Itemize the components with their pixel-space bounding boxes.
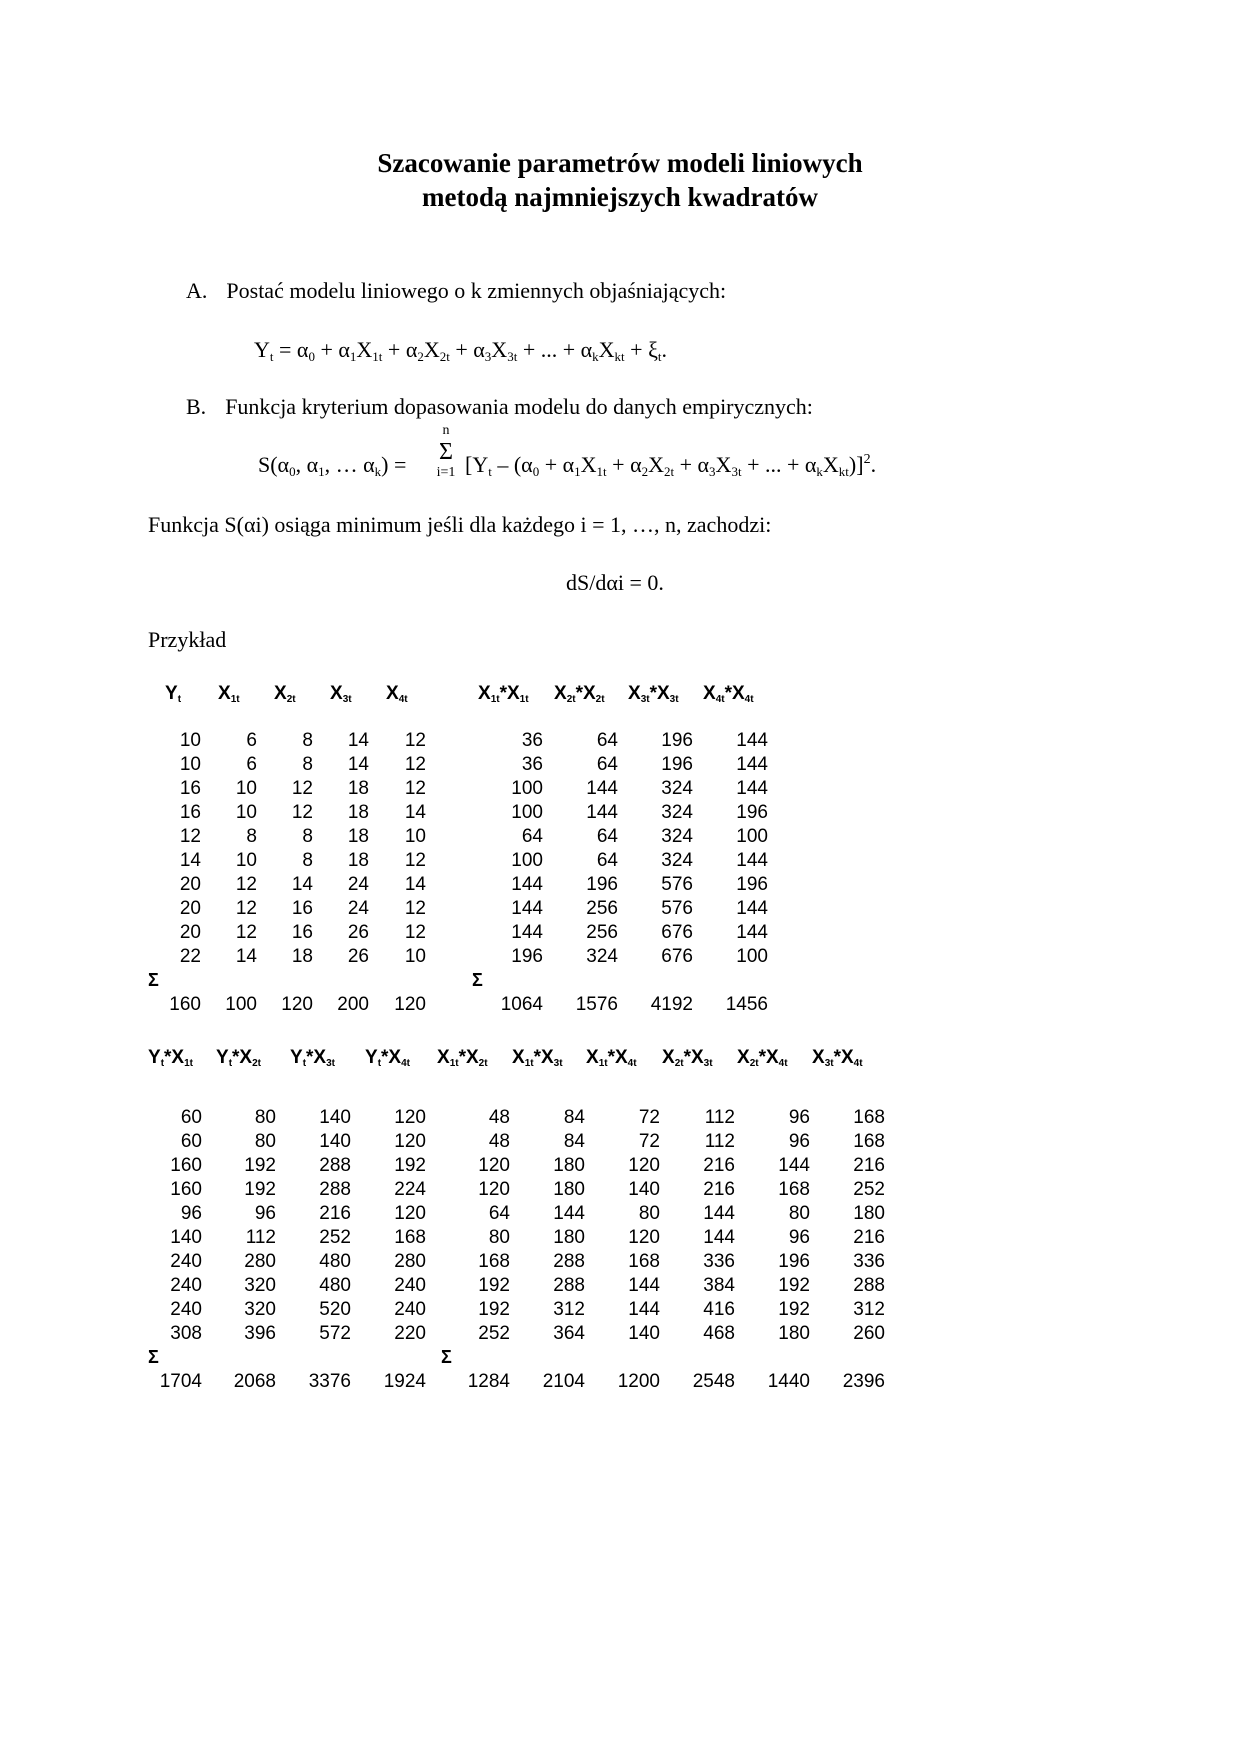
page-title-line1: Szacowanie parametrów modeli liniowych: [377, 148, 863, 178]
table1-cell: 18: [291, 946, 313, 967]
table1-cell: 24: [347, 874, 369, 895]
table2-cell: 64: [488, 1203, 510, 1224]
table2-cell: 84: [563, 1131, 585, 1152]
table2-header: $Y_t*X_{1t}$: [148, 1047, 194, 1069]
table2-cell: 288: [853, 1275, 885, 1296]
table1-sum: 1576: [575, 994, 618, 1015]
table1-cell: 10: [235, 802, 257, 823]
table2-cell: 168: [853, 1107, 885, 1128]
table2-sum: 2068: [233, 1371, 276, 1392]
table2-cell: 84: [563, 1107, 585, 1128]
section-a-marker: A.: [186, 278, 208, 303]
table1-cell: 10: [235, 850, 257, 871]
table2-cell: 60: [180, 1107, 202, 1128]
table2-header: $Y_t*X_{4t}$: [365, 1047, 411, 1069]
table1-right-sigma: Σ: [472, 970, 483, 990]
minimum-condition-text: Funkcja S(αi) osiąga minimum jeśli dla każdego i = 1, …, n, zachodzi:: [148, 512, 772, 537]
table2-cell: 144: [778, 1155, 810, 1176]
sum-lower-limit: i=1: [436, 465, 456, 480]
table1-cell: 16: [291, 898, 313, 919]
table1-cell: 14: [235, 946, 257, 967]
table2-cell: 240: [394, 1275, 426, 1296]
table2-sum: 1200: [617, 1371, 660, 1392]
table1-cell: 64: [596, 730, 618, 751]
table2-header: $X_{1t}*X_{2t}$: [437, 1047, 488, 1069]
table1-cell: 20: [179, 922, 201, 943]
table1-cell: 324: [661, 826, 693, 847]
table1-right-header: $X_{1t}*X_{1t}$: [478, 683, 529, 705]
table2-cell: 260: [853, 1323, 885, 1344]
table2-header: $X_{1t}*X_{3t}$: [512, 1047, 563, 1069]
table1-cell: 14: [347, 730, 369, 751]
table2-cell: 320: [244, 1299, 276, 1320]
table1-cell: 18: [347, 826, 369, 847]
table2-cell: 192: [778, 1275, 810, 1296]
table1-cell: 324: [661, 850, 693, 871]
table1-cell: 324: [661, 802, 693, 823]
table2-sum: 1704: [159, 1371, 202, 1392]
table1-cell: 196: [661, 730, 693, 751]
table2-header: $Y_t*X_{2t}$: [216, 1047, 262, 1069]
table2-header: $X_{1t}*X_{4t}$: [586, 1047, 637, 1069]
table1-cell: 144: [736, 778, 768, 799]
table2-cell: 140: [319, 1131, 351, 1152]
table2-header: $X_{2t}*X_{4t}$: [737, 1047, 788, 1069]
table2-cell: 288: [553, 1275, 585, 1296]
table1-cell: 144: [586, 778, 618, 799]
table2-cell: 480: [319, 1251, 351, 1272]
table2-cell: 112: [245, 1227, 276, 1248]
table1-sum: 1064: [500, 994, 543, 1015]
table2-cell: 196: [778, 1251, 810, 1272]
table1-cell: 10: [404, 826, 426, 847]
table2-cell: 144: [703, 1227, 735, 1248]
table1-cell: 144: [736, 730, 768, 751]
table2-cell: 80: [788, 1203, 810, 1224]
table2-cell: 160: [170, 1155, 202, 1176]
table1-cell: 12: [404, 754, 426, 775]
table1-sum: 200: [337, 994, 369, 1015]
table1-left-header: $X_{4t}$: [386, 683, 408, 705]
table2-cell: 336: [853, 1251, 885, 1272]
table2-cell: 48: [488, 1131, 510, 1152]
table1-cell: 10: [179, 730, 201, 751]
table2-cell: 120: [394, 1131, 426, 1152]
section-a: [186, 278, 726, 304]
sum-operator: [432, 424, 460, 480]
table1-cell: 18: [347, 802, 369, 823]
table2-cell: 80: [254, 1131, 276, 1152]
table2-cell: 96: [788, 1131, 810, 1152]
table1-left-header: $X_{3t}$: [330, 683, 352, 705]
table1-cell: 196: [586, 874, 618, 895]
table2-cell: 48: [488, 1107, 510, 1128]
table2-cell: 288: [319, 1155, 351, 1176]
table1-left-header: $X_{2t}$: [274, 683, 296, 705]
table2-cell: 112: [704, 1131, 735, 1152]
table2-cell: 520: [319, 1299, 351, 1320]
table1-cell: 64: [596, 826, 618, 847]
table2-cell: 364: [553, 1323, 585, 1344]
table1-cell: 12: [404, 850, 426, 871]
table2-cell: 216: [703, 1155, 735, 1176]
table1-cell: 100: [511, 778, 543, 799]
table1-cell: 12: [404, 778, 426, 799]
table1-cell: 14: [291, 874, 313, 895]
table1-cell: 676: [661, 922, 693, 943]
table2-cell: 480: [319, 1275, 351, 1296]
table1-cell: 16: [291, 922, 313, 943]
table1-cell: 196: [736, 874, 768, 895]
table2-cell: 120: [628, 1155, 660, 1176]
table2-cell: 192: [394, 1155, 426, 1176]
table1-cell: 64: [596, 850, 618, 871]
table2-cell: 140: [628, 1323, 660, 1344]
table1-cell: 144: [511, 874, 543, 895]
table1-cell: 6: [246, 754, 257, 775]
table2-cell: 416: [703, 1299, 735, 1320]
table2-sum: 2396: [842, 1371, 885, 1392]
table2-cell: 192: [778, 1299, 810, 1320]
table1-cell: 18: [347, 778, 369, 799]
table2-cell: 240: [170, 1299, 202, 1320]
table1-cell: 12: [404, 898, 426, 919]
table1-cell: 576: [661, 898, 693, 919]
table2-cell: 140: [319, 1107, 351, 1128]
table1-cell: 26: [347, 922, 369, 943]
table2-right-sigma: Σ: [441, 1347, 452, 1367]
table2-cell: 216: [853, 1155, 885, 1176]
table2-cell: 216: [853, 1227, 885, 1248]
table1-cell: 22: [179, 946, 201, 967]
table1-cell: 144: [736, 850, 768, 871]
table1-cell: 576: [661, 874, 693, 895]
table2-cell: 120: [478, 1155, 510, 1176]
table1-cell: 10: [235, 778, 257, 799]
table2-cell: 180: [553, 1155, 585, 1176]
table2-cell: 224: [394, 1179, 426, 1200]
table2-cell: 180: [778, 1323, 810, 1344]
table1-cell: 6: [246, 730, 257, 751]
table1-cell: 14: [404, 802, 426, 823]
table1-cell: 20: [179, 874, 201, 895]
table2-cell: 144: [628, 1299, 660, 1320]
table1-cell: 8: [302, 730, 313, 751]
table2-sum: 1284: [467, 1371, 510, 1392]
table1-sum: 4192: [650, 994, 693, 1015]
table2-cell: 80: [254, 1107, 276, 1128]
table1-cell: 14: [179, 850, 201, 871]
table1-cell: 20: [179, 898, 201, 919]
table2-cell: 288: [553, 1251, 585, 1272]
table1-cell: 12: [235, 874, 257, 895]
table2-left-sigma: Σ: [148, 1347, 159, 1367]
table2-cell: 216: [703, 1179, 735, 1200]
table1-sum: 1456: [725, 994, 768, 1015]
table1-cell: 196: [661, 754, 693, 775]
table2-sum: 1924: [383, 1371, 426, 1392]
table2-cell: 96: [788, 1107, 810, 1128]
table1-cell: 324: [586, 946, 618, 967]
table2-cell: 280: [394, 1251, 426, 1272]
table1-right-header: $X_{2t}*X_{2t}$: [554, 683, 605, 705]
table1-cell: 12: [291, 802, 313, 823]
table1-right-header: $X_{3t}*X_{3t}$: [628, 683, 679, 705]
table2-cell: 384: [703, 1275, 735, 1296]
sum-upper-limit: n: [442, 423, 450, 438]
table2-sum: 2104: [542, 1371, 585, 1392]
table1-sum: 100: [225, 994, 257, 1015]
table2-sum: 3376: [308, 1371, 351, 1392]
table1-cell: 196: [511, 946, 543, 967]
table2-cell: 168: [628, 1251, 660, 1272]
table1-cell: 100: [511, 802, 543, 823]
table2-cell: 216: [319, 1203, 351, 1224]
table2-cell: 144: [628, 1275, 660, 1296]
table2-cell: 240: [170, 1275, 202, 1296]
sum-symbol: Σ: [439, 439, 453, 465]
table1-cell: 144: [736, 898, 768, 919]
table1-left-header: $Y_t$: [165, 683, 182, 705]
table1-cell: 36: [521, 730, 543, 751]
linear-model-formula: $Y_t = \alpha_0 + \alpha_1X_{1t} + \alpha_2X_{2t} + \alpha_3X_{3t}$ + ... + $\alpha_kX_{kt} + \xi_t$.: [254, 337, 668, 364]
table2-cell: 168: [853, 1131, 885, 1152]
table2-cell: 312: [853, 1299, 885, 1320]
table2-cell: 320: [244, 1275, 276, 1296]
table2-cell: 96: [788, 1227, 810, 1248]
table2-cell: 160: [170, 1179, 202, 1200]
table2-cell: 120: [478, 1179, 510, 1200]
section-b-text: Funkcja kryterium dopasowania modelu do danych empirycznych:: [225, 394, 813, 419]
table1-cell: 256: [586, 922, 618, 943]
table2-cell: 168: [778, 1179, 810, 1200]
table2-cell: 80: [638, 1203, 660, 1224]
table2-cell: 120: [394, 1203, 426, 1224]
table2-header: $X_{2t}*X_{3t}$: [662, 1047, 713, 1069]
table2-cell: 192: [478, 1299, 510, 1320]
table1-cell: 100: [736, 826, 768, 847]
table2-cell: 180: [553, 1179, 585, 1200]
table2-cell: 288: [319, 1179, 351, 1200]
table2-cell: 252: [853, 1179, 885, 1200]
table1-sum: 120: [394, 994, 426, 1015]
table2-cell: 168: [478, 1251, 510, 1272]
table1-cell: 16: [179, 778, 201, 799]
table1-sum: 160: [169, 994, 201, 1015]
table1-cell: 64: [521, 826, 543, 847]
table1-cell: 8: [302, 826, 313, 847]
table1-cell: 36: [521, 754, 543, 775]
table1-cell: 12: [404, 922, 426, 943]
table2-cell: 336: [703, 1251, 735, 1272]
table2-cell: 280: [244, 1251, 276, 1272]
table2-cell: 72: [638, 1131, 660, 1152]
table2-cell: 140: [628, 1179, 660, 1200]
table1-cell: 144: [736, 754, 768, 775]
table1-cell: 8: [302, 754, 313, 775]
table1-cell: 144: [736, 922, 768, 943]
table1-cell: 144: [511, 898, 543, 919]
table2-cell: 144: [703, 1203, 735, 1224]
table2-cell: 396: [244, 1323, 276, 1344]
table2-cell: 180: [553, 1227, 585, 1248]
page-title-line2: metodą najmniejszych kwadratów: [422, 182, 818, 212]
table1-cell: 12: [179, 826, 201, 847]
table2-cell: 252: [319, 1227, 351, 1248]
table2-cell: 240: [394, 1299, 426, 1320]
table2-header: $Y_t*X_{3t}$: [290, 1047, 336, 1069]
table1-cell: 10: [179, 754, 201, 775]
table1-left-sigma: Σ: [148, 970, 159, 990]
table2-cell: 96: [180, 1203, 202, 1224]
table1-cell: 18: [347, 850, 369, 871]
table2-cell: 96: [254, 1203, 276, 1224]
table1-cell: 14: [404, 874, 426, 895]
table1-cell: 144: [511, 922, 543, 943]
table1-cell: 144: [586, 802, 618, 823]
table2-cell: 112: [704, 1107, 735, 1128]
table2-cell: 140: [170, 1227, 202, 1248]
table2-cell: 252: [478, 1323, 510, 1344]
table2-cell: 120: [394, 1107, 426, 1128]
table2-sum: 2548: [692, 1371, 735, 1392]
table1-cell: 8: [246, 826, 257, 847]
table2-cell: 180: [853, 1203, 885, 1224]
table2-cell: 240: [170, 1251, 202, 1272]
table2-header: $X_{3t}*X_{4t}$: [812, 1047, 863, 1069]
table1-cell: 24: [347, 898, 369, 919]
table2-cell: 60: [180, 1131, 202, 1152]
table1-cell: 12: [235, 922, 257, 943]
criterion-rhs: [$Y_t - (\alpha_0 + \alpha_1X_{1t} + \alpha_2X_{2t} + \alpha_3X_{3t}$ + ... + $\alpha_kX_{kt})]^2$.: [465, 452, 877, 479]
table1-cell: 14: [347, 754, 369, 775]
table2-cell: 168: [394, 1227, 426, 1248]
example-label: Przykład: [148, 627, 227, 652]
table1-cell: 8: [302, 850, 313, 871]
table1-cell: 10: [404, 946, 426, 967]
section-b: [186, 394, 813, 420]
section-b-marker: B.: [186, 394, 207, 419]
table1-cell: 100: [511, 850, 543, 871]
table2-cell: 120: [628, 1227, 660, 1248]
table2-cell: 144: [553, 1203, 585, 1224]
table1-right-header: $X_{4t}*X_{4t}$: [703, 683, 754, 705]
table2-cell: 192: [478, 1275, 510, 1296]
table1-cell: 100: [736, 946, 768, 967]
table1-cell: 64: [596, 754, 618, 775]
table2-cell: 72: [638, 1107, 660, 1128]
table2-cell: 572: [319, 1323, 351, 1344]
table2-cell: 80: [488, 1227, 510, 1248]
table1-cell: 12: [404, 730, 426, 751]
table1-cell: 196: [736, 802, 768, 823]
derivative-condition: dS/dαi = 0.: [566, 570, 664, 595]
section-a-text: Postać modelu liniowego o k zmiennych objaśniających:: [226, 278, 727, 303]
table1-sum: 120: [281, 994, 313, 1015]
criterion-lhs: $S(\alpha_0$, $\alpha_1$, … $\alpha_k$) =: [258, 452, 407, 479]
table2-sum: 1440: [767, 1371, 810, 1392]
table2-cell: 468: [703, 1323, 735, 1344]
table1-cell: 26: [347, 946, 369, 967]
table1-cell: 12: [291, 778, 313, 799]
table2-cell: 192: [244, 1155, 276, 1176]
table2-cell: 312: [553, 1299, 585, 1320]
table2-cell: 220: [394, 1323, 426, 1344]
table1-cell: 324: [661, 778, 693, 799]
table1-cell: 676: [661, 946, 693, 967]
table2-cell: 192: [244, 1179, 276, 1200]
table1-cell: 16: [179, 802, 201, 823]
table1-cell: 256: [586, 898, 618, 919]
table1-left-header: $X_{1t}$: [218, 683, 240, 705]
table2-cell: 308: [170, 1323, 202, 1344]
table1-cell: 12: [235, 898, 257, 919]
